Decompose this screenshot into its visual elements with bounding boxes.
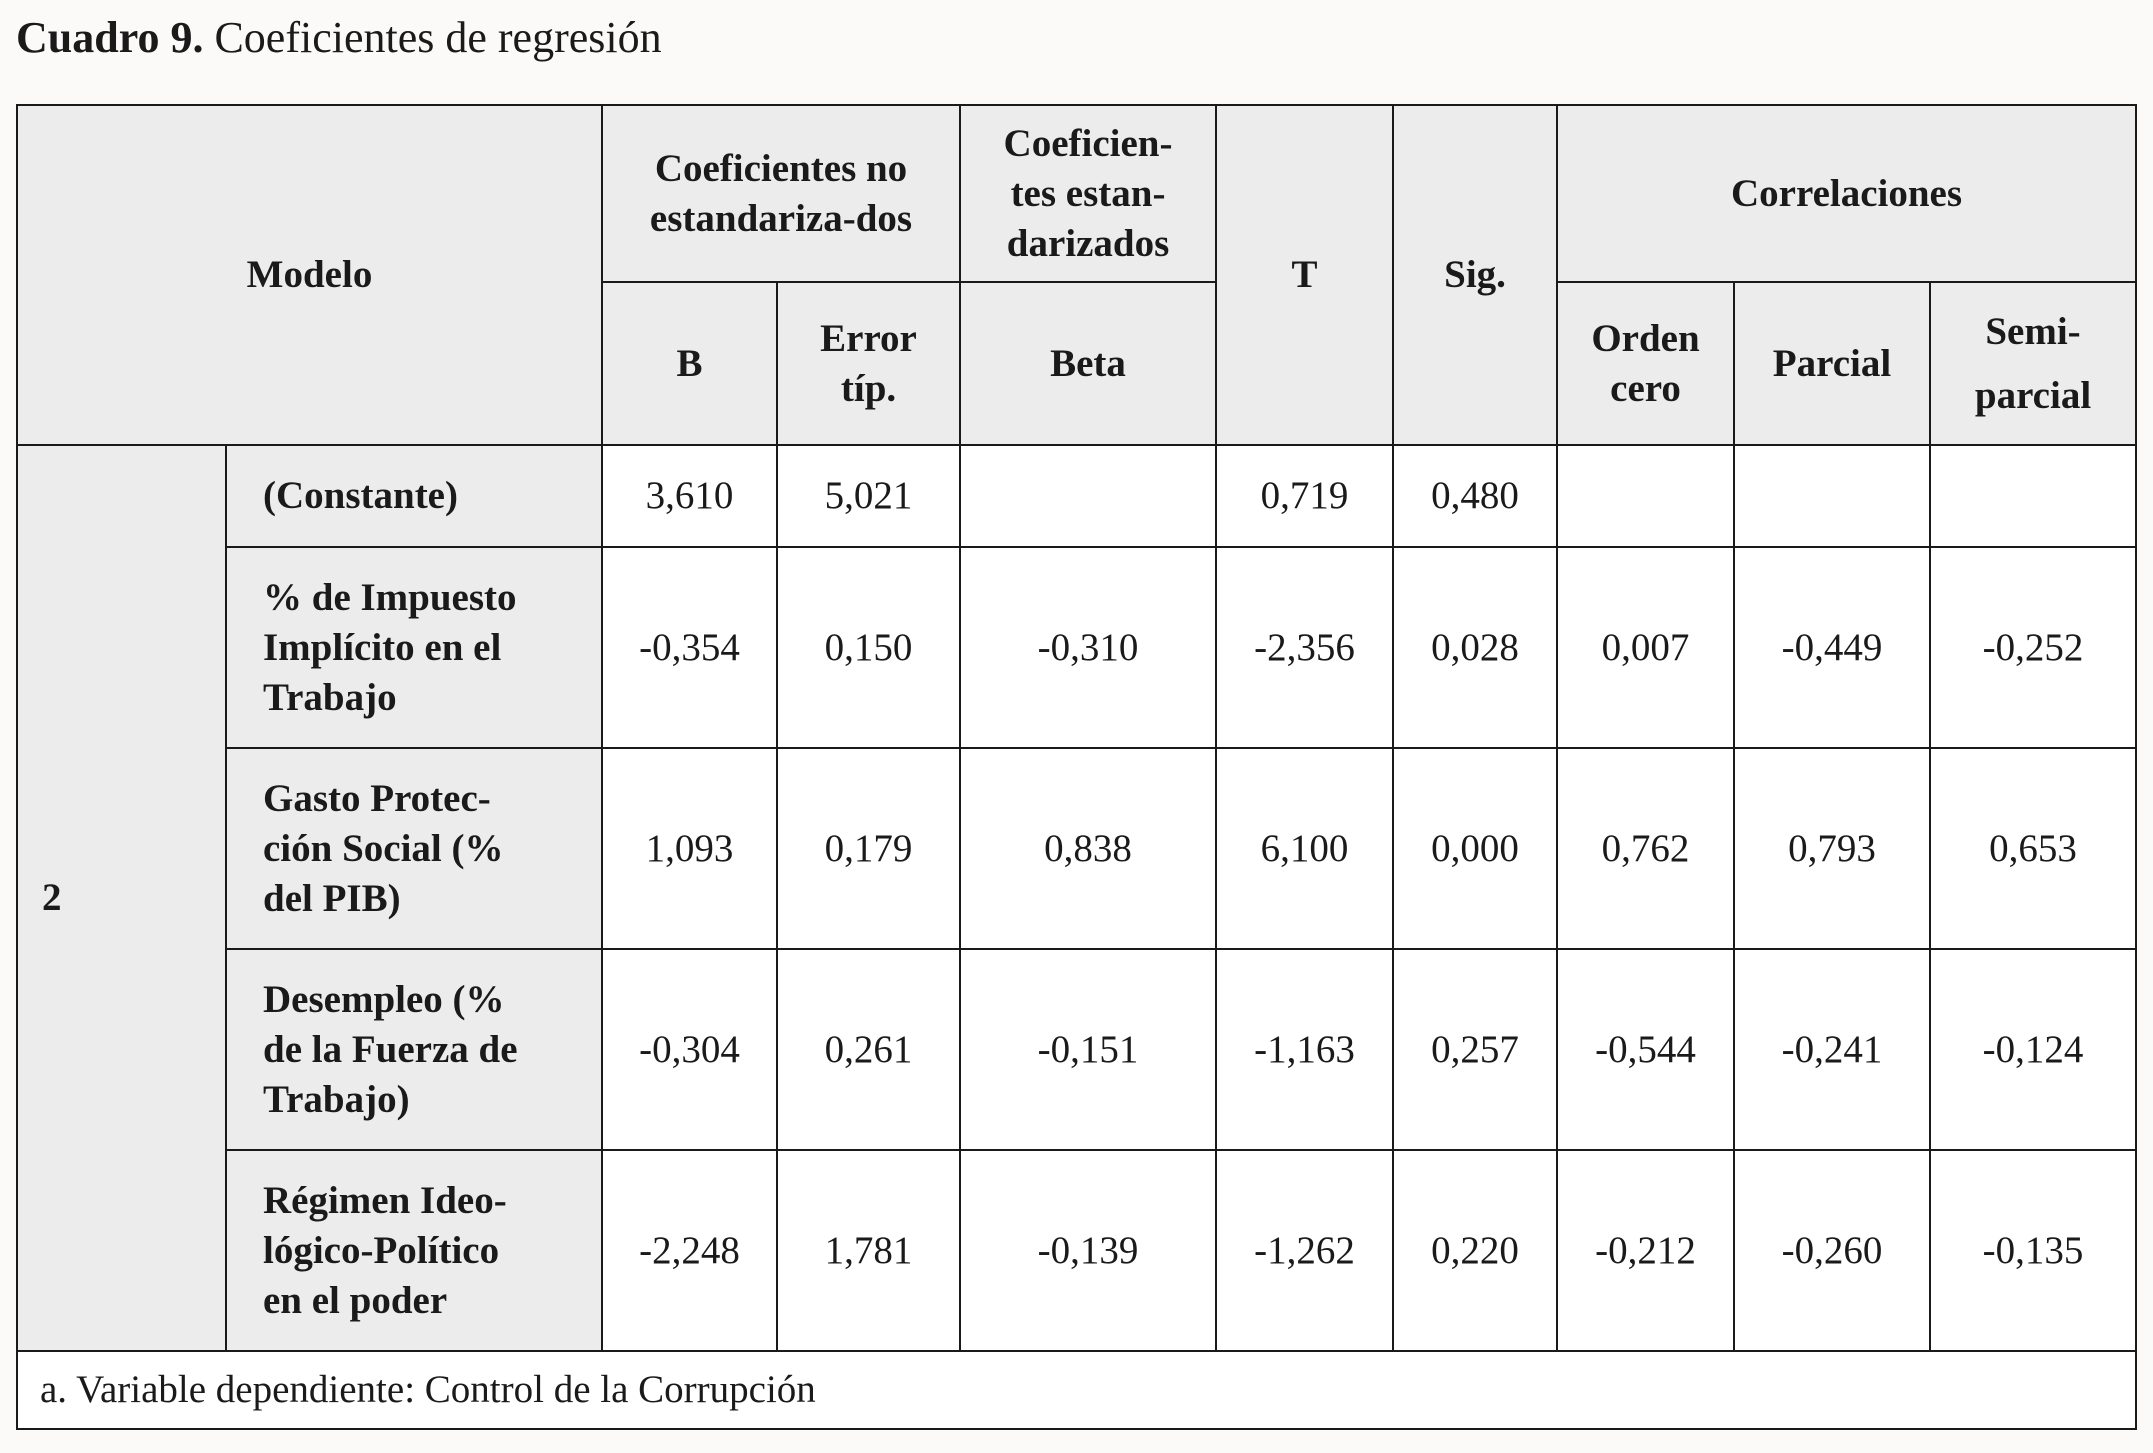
cell-t: -1,262 — [1216, 1150, 1393, 1351]
header-semi-line-1: Semi- — [1985, 309, 2081, 353]
table-row — [17, 748, 2136, 949]
cell-t: -1,163 — [1216, 949, 1393, 1150]
cell-sig: 0,480 — [1393, 445, 1557, 547]
cell-parcial — [1734, 445, 1930, 547]
header-coef-std-line-1: Coeficien- — [1003, 121, 1173, 165]
header-orden-cero — [1557, 282, 1734, 445]
row-label-line: Trabajo) — [263, 1077, 410, 1121]
cell-beta: 0,838 — [960, 748, 1216, 949]
cell-orden-cero: -0,212 — [1557, 1150, 1734, 1351]
cell-b: -2,248 — [602, 1150, 777, 1351]
cell-beta: -0,139 — [960, 1150, 1216, 1351]
cell-beta: -0,310 — [960, 547, 1216, 748]
cell-parcial: -0,260 — [1734, 1150, 1930, 1351]
table-row — [17, 949, 2136, 1150]
cell-orden-cero: 0,762 — [1557, 748, 1734, 949]
row-label-line: del PIB) — [263, 876, 401, 920]
header-coef-no-estandarizados — [602, 105, 960, 282]
header-parcial: Parcial — [1734, 282, 1930, 445]
header-b: B — [602, 282, 777, 445]
header-orden-line-2: cero — [1610, 366, 1681, 410]
cell-b: -0,304 — [602, 949, 777, 1150]
row-label-line: Implícito en el — [263, 625, 502, 669]
regression-table — [16, 104, 2137, 1430]
header-coef-std-line-3: darizados — [1006, 221, 1170, 265]
cell-b: -0,354 — [602, 547, 777, 748]
cell-semi-parcial — [1930, 445, 2136, 547]
row-label-line: Desempleo (% — [263, 977, 505, 1021]
row-label — [226, 1150, 602, 1351]
cell-parcial: -0,241 — [1734, 949, 1930, 1150]
header-semi-parcial — [1930, 282, 2136, 445]
row-label — [226, 748, 602, 949]
cell-sig: 0,000 — [1393, 748, 1557, 949]
header-coef-std-line-2: tes estan- — [1010, 171, 1166, 215]
cell-orden-cero — [1557, 445, 1734, 547]
cell-t: -2,356 — [1216, 547, 1393, 748]
header-orden-line-1: Orden — [1591, 316, 1700, 360]
header-error-line-2: típ. — [840, 366, 897, 410]
cell-error: 0,150 — [777, 547, 960, 748]
cell-b: 1,093 — [602, 748, 777, 949]
cell-t: 0,719 — [1216, 445, 1393, 547]
header-error-line-1: Error — [820, 316, 917, 360]
cell-sig: 0,028 — [1393, 547, 1557, 748]
row-label-line: Trabajo — [263, 675, 397, 719]
cell-error: 0,179 — [777, 748, 960, 949]
row-label — [226, 547, 602, 748]
header-t: T — [1216, 105, 1393, 445]
row-label-line: (Constante) — [263, 474, 458, 517]
header-correlaciones: Correlaciones — [1557, 105, 2136, 282]
header-coef-estandarizados — [960, 105, 1216, 282]
cell-sig: 0,257 — [1393, 949, 1557, 1150]
row-label-line: en el poder — [263, 1278, 448, 1322]
cell-beta — [960, 445, 1216, 547]
header-row-1 — [17, 105, 2136, 282]
header-coef-no-std-line-2: estandariza-dos — [649, 196, 913, 240]
cell-error: 0,261 — [777, 949, 960, 1150]
cell-semi-parcial: -0,124 — [1930, 949, 2136, 1150]
row-label-line: Régimen Ideo- — [263, 1178, 507, 1222]
header-semi-line-2: parcial — [1974, 373, 2092, 417]
cell-parcial: -0,449 — [1734, 547, 1930, 748]
cell-t: 6,100 — [1216, 748, 1393, 949]
row-label — [226, 445, 602, 547]
cell-error: 1,781 — [777, 1150, 960, 1351]
header-sig: Sig. — [1393, 105, 1557, 445]
header-modelo: Modelo — [17, 105, 602, 445]
cell-sig: 0,220 — [1393, 1150, 1557, 1351]
caption-title: Coeficientes de regresión — [214, 13, 662, 62]
table-row — [17, 1150, 2136, 1351]
row-label-line: ción Social (% — [263, 826, 504, 870]
row-label-line: % de Impuesto — [263, 575, 517, 619]
table-row — [17, 547, 2136, 748]
cell-orden-cero: 0,007 — [1557, 547, 1734, 748]
cell-semi-parcial: 0,653 — [1930, 748, 2136, 949]
table-footnote: a. Variable dependiente: Control de la Corrupción — [17, 1351, 2136, 1429]
row-label — [226, 949, 602, 1150]
model-number: 2 — [17, 445, 226, 1351]
cell-semi-parcial: -0,135 — [1930, 1150, 2136, 1351]
cell-orden-cero: -0,544 — [1557, 949, 1734, 1150]
cell-beta: -0,151 — [960, 949, 1216, 1150]
cell-b: 3,610 — [602, 445, 777, 547]
header-beta: Beta — [960, 282, 1216, 445]
row-label-line: Gasto Protec- — [263, 776, 491, 820]
table-row — [17, 445, 2136, 547]
cell-semi-parcial: -0,252 — [1930, 547, 2136, 748]
table-caption — [16, 8, 662, 68]
row-label-line: de la Fuerza de — [263, 1027, 518, 1071]
header-error-tipico — [777, 282, 960, 445]
footnote-row — [17, 1351, 2136, 1429]
cell-parcial: 0,793 — [1734, 748, 1930, 949]
cell-error: 5,021 — [777, 445, 960, 547]
row-label-line: lógico-Político — [263, 1228, 500, 1272]
header-coef-no-std-line-1: Coeficientes no — [654, 146, 908, 190]
caption-label: Cuadro 9. — [16, 13, 204, 62]
